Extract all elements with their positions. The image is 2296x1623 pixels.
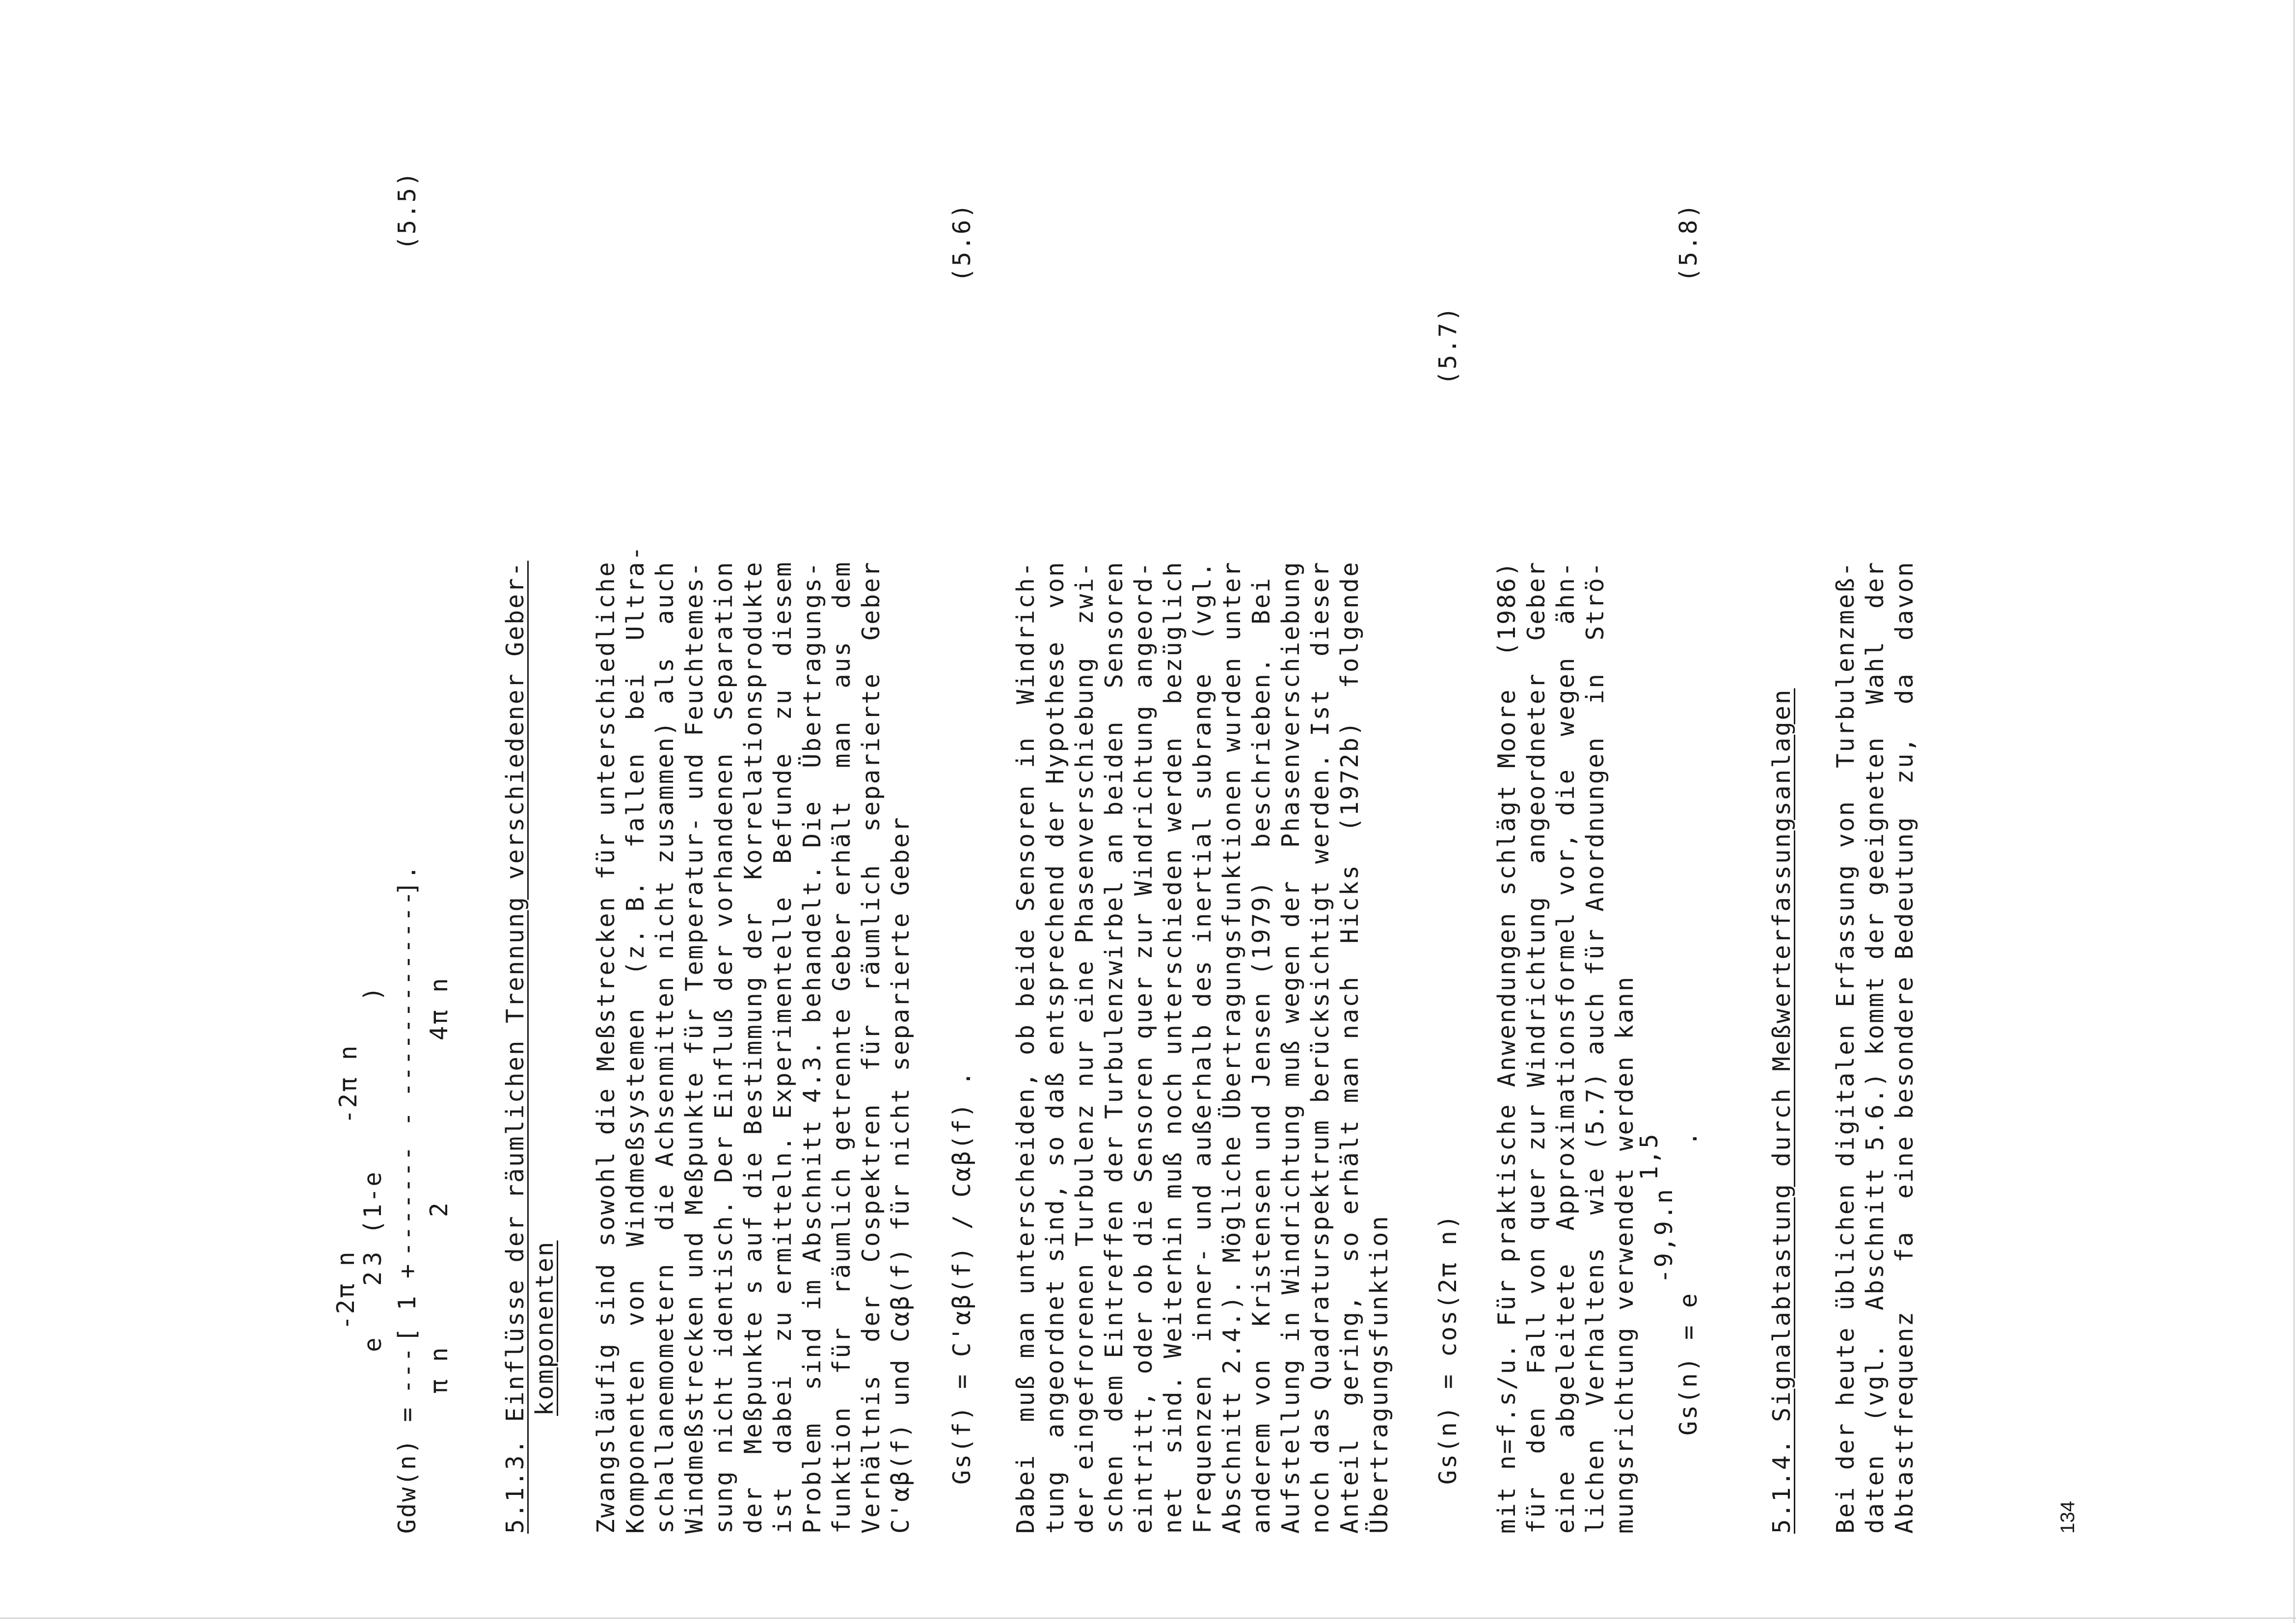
eq-lhs: Gs(n) = e <box>1675 1292 1702 1436</box>
eq-exponent: -9,9.n <box>1650 1187 1678 1283</box>
text-line: Abschnitt 2.4.). Mögliche Übertragungsfunktionen wurden unter <box>1218 560 1246 1534</box>
text-line: funktion für räumlich getrennte Geber erhält man aus dem <box>828 560 856 1534</box>
text-line: mit n=f.s/u. Für praktische Anwendungen schlägt Moore (1986) <box>1493 560 1521 1534</box>
page-number: 134 <box>2057 1501 2079 1534</box>
text-line: C'αβ(f) und Cαβ(f) für nicht separierte Geber <box>887 816 915 1534</box>
text-line: daten (vgl. Abschnitt 5.6.) kommt der geeigneten Wahl der <box>1861 560 1889 1534</box>
text-line: Windmeßstrecken und Meßpunkte für Temperatur- und Feuchtemes- <box>680 560 708 1534</box>
eq-fraction-denominator: 4π n <box>425 976 453 1040</box>
text-line: Frequenzen inner- und außerhalb des inertial subrange (vgl. <box>1189 560 1216 1534</box>
eq-bracket: [ 1 + <box>393 1262 421 1342</box>
text-line: eintritt, oder ob die Sensoren quer zur Windrichtung angeord- <box>1130 560 1158 1534</box>
text-line: mungsrichtung verwendet werden kann <box>1611 975 1639 1534</box>
eq-fraction-line: ------- <box>393 1144 421 1256</box>
section-heading: 5.1.3. Einflüsse der räumlichen Trennung verschiedener Geber- <box>501 560 529 1534</box>
rotated-page-content <box>295 86 2160 1534</box>
eq-fraction-denominator: 2 <box>425 1201 453 1217</box>
eq-exponent: -2π n <box>332 1250 360 1330</box>
scan-edge-line <box>0 1618 2296 1619</box>
eq-fraction-line: ------------- <box>393 889 421 1097</box>
eq-term: e <box>359 1336 387 1352</box>
section-heading: 5.1.4. Signalabtastung durch Meßwerterfassungsanlagen <box>1768 688 1796 1534</box>
eq-term: . <box>1675 1130 1702 1146</box>
eq-term: ) <box>359 985 387 1001</box>
eq-bracket: ]. <box>393 863 421 896</box>
text-line: Dabei muß man unterscheiden, ob beide Sensoren in Windrich- <box>1012 560 1040 1534</box>
text-line: Abtastfrequenz fa eine besondere Bedeutung zu, da davon <box>1891 560 1918 1534</box>
text-line: Zwangsläufig sind sowohl die Meßstrecken für unterschiedliche <box>592 560 620 1534</box>
text-line: eine abgeleitete Approximationsformel vor, die wegen ähn- <box>1552 560 1580 1534</box>
text-line: Verhältnis der Cospektren für räumlich separierte Geber <box>857 560 885 1534</box>
eq-exponent: 1,5 <box>1635 1132 1663 1180</box>
equation-number: (5.5) <box>393 170 421 250</box>
text-line: net sind. Weiterhin muß noch unterschieden werden bezüglich <box>1159 560 1187 1534</box>
text-line: schen dem Eintreffen der Turbulenzwirbel an beiden Sensoren <box>1100 560 1128 1534</box>
text-line: Aufstellung in Windrichtung muß wegen der Phasenverschiebung <box>1277 560 1305 1534</box>
text-line: Anteil gering, so erhält man nach Hicks (1972b) folgende <box>1336 560 1364 1534</box>
text-line: Übertragungsfunktion <box>1365 1214 1393 1534</box>
text-line: Problem sind im Abschnitt 4.3. behandelt. Die Übertragungs- <box>798 560 826 1534</box>
equation-number: (5.7) <box>1434 305 1462 385</box>
equation-number: (5.8) <box>1675 202 1702 282</box>
eq-lhs: Gdw(n) = <box>393 1406 421 1534</box>
text-line: der Meßpunkte s auf die Bestimmung der Korrelationsprodukte <box>739 560 767 1534</box>
eq-minus: - <box>393 1110 421 1126</box>
text-line: schallanemometern die Achsenmitten nicht zusammen) als auch <box>651 560 679 1534</box>
equation-5-7: Gs(n) = cos(2π n) <box>1434 1213 1462 1485</box>
text-line: sung nicht identisch. Der Einfluß der vorhandenen Separation <box>710 560 738 1534</box>
text-line: Komponenten von Windmeßsystemen (z. B. fallen bei Ultra- <box>621 544 649 1534</box>
scan-edge-line <box>2294 0 2295 1623</box>
equation-5-6: Gs(f) = C'αβ(f) / Cαβ(f) . <box>948 1069 976 1485</box>
text-line: noch das Quadraturspektrum berücksichtigt werden. Ist dieser <box>1306 560 1334 1534</box>
text-line: ist dabei zu ermitteln. Experimentelle Befunde zu diesem <box>769 560 797 1534</box>
eq-fraction-numerator: 2 <box>359 1270 387 1286</box>
text-line: Bei der heute üblichen digitalen Erfassung von Turbulenzmeß- <box>1832 560 1860 1534</box>
section-heading-continuation: komponenten <box>531 1240 559 1416</box>
text-line: für den Fall von quer zur Windrichtung angeordneter Geber <box>1522 560 1550 1534</box>
text-line: anderem von Kristensen und Jensen (1979) beschrieben. Bei <box>1247 576 1275 1534</box>
eq-term: 3 (1-e <box>359 1170 387 1266</box>
eq-fraction-line: --- <box>393 1346 421 1394</box>
eq-exponent: -2π n <box>334 1044 362 1124</box>
text-line: lichen Verhaltens wie (5.7) auch für Anordnungen in Strö- <box>1581 560 1609 1534</box>
text-line: der eingefrorenen Turbulenz nur eine Phasenverschiebung zwi- <box>1071 560 1099 1534</box>
equation-number: (5.6) <box>948 202 976 282</box>
text-line: tung angeordnet sind, so daß entsprechend der Hypothese von <box>1041 560 1069 1534</box>
eq-fraction-denominator: π n <box>425 1346 453 1394</box>
